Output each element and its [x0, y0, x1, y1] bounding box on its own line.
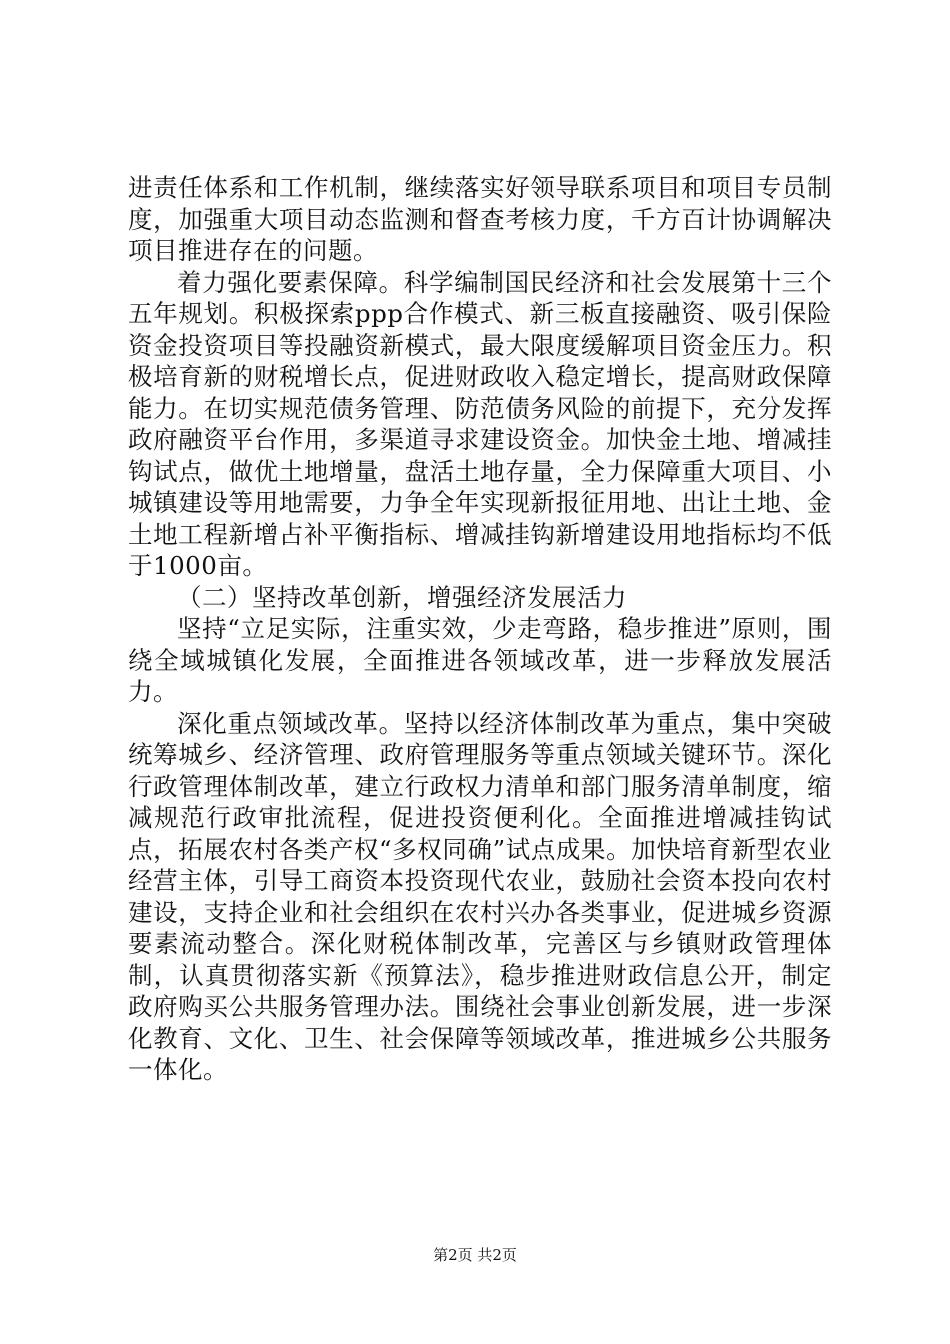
paragraph-key-reforms: 深化重点领域改革。坚持以经济体制改革为重点，集中突破统筹城乡、经济管理、政府管理服务等重点领域关键环节。深化行政管理体制改革，建立行政权力清单和部门服务清单制度，缩减规范行政审批流程，促进投资便利化。全面推进增减挂钩试点，拓展农村各类产权“多权同确”试点成果。加快培育新型农业经营主体，引导工商资本投资现代农业，鼓励社会资本投向农村建设，支持企业和社会组织在农村兴办各类事业，促进城乡资源要素流动整合。深化财税体制改革，完善区与乡镇财政管理体制，认真贯彻落实新《预算法》，稳步推进财政信息公开，制定政府购买公共服务管理办法。围绕社会事业创新发展，进一步深化教育、文化、卫生、社会保障等领域改革，推进城乡公共服务一体化。 [128, 708, 832, 1084]
paragraph-reform-principle: 坚持“立足实际，注重实效，少走弯路，稳步推进”原则，围绕全域城镇化发展，全面推进各领域改革，进一步释放发展活力。 [128, 614, 832, 706]
document-body [128, 172, 832, 1086]
paragraph-continuation: 进责任体系和工作机制，继续落实好领导联系项目和项目专员制度，加强重大项目动态监测和督查考核力度，千方百计协调解决项目推进存在的问题。 [128, 173, 832, 265]
section-heading: （二）坚持改革创新，增强经济发展活力 [177, 582, 627, 612]
page-footer: 第2页 共2页 [433, 1246, 517, 1264]
paragraph-factor-guarantee: 着力强化要素保障。科学编制国民经济和社会发展第十三个五年规划。积极探索ppp合作模式、新三板直接融资、吸引保险资金投资项目等投融资新模式，最大限度缓解项目资金压力。积极培育新的财税增长点，促进财政收入稳定增长，提高财政保障能力。在切实规范债务管理、防范债务风险的前提下，充分发挥政府融资平台作用，多渠道寻求建设资金。加快金土地、增减挂钩试点，做优土地增量，盘活土地存量，全力保障重大项目、小城镇建设等用地需要，力争全年实现新报征用地、出让土地、金土地工程新增占补平衡指标、增减挂钩新增建设用地指标均不低于1000亩。 [128, 267, 832, 580]
